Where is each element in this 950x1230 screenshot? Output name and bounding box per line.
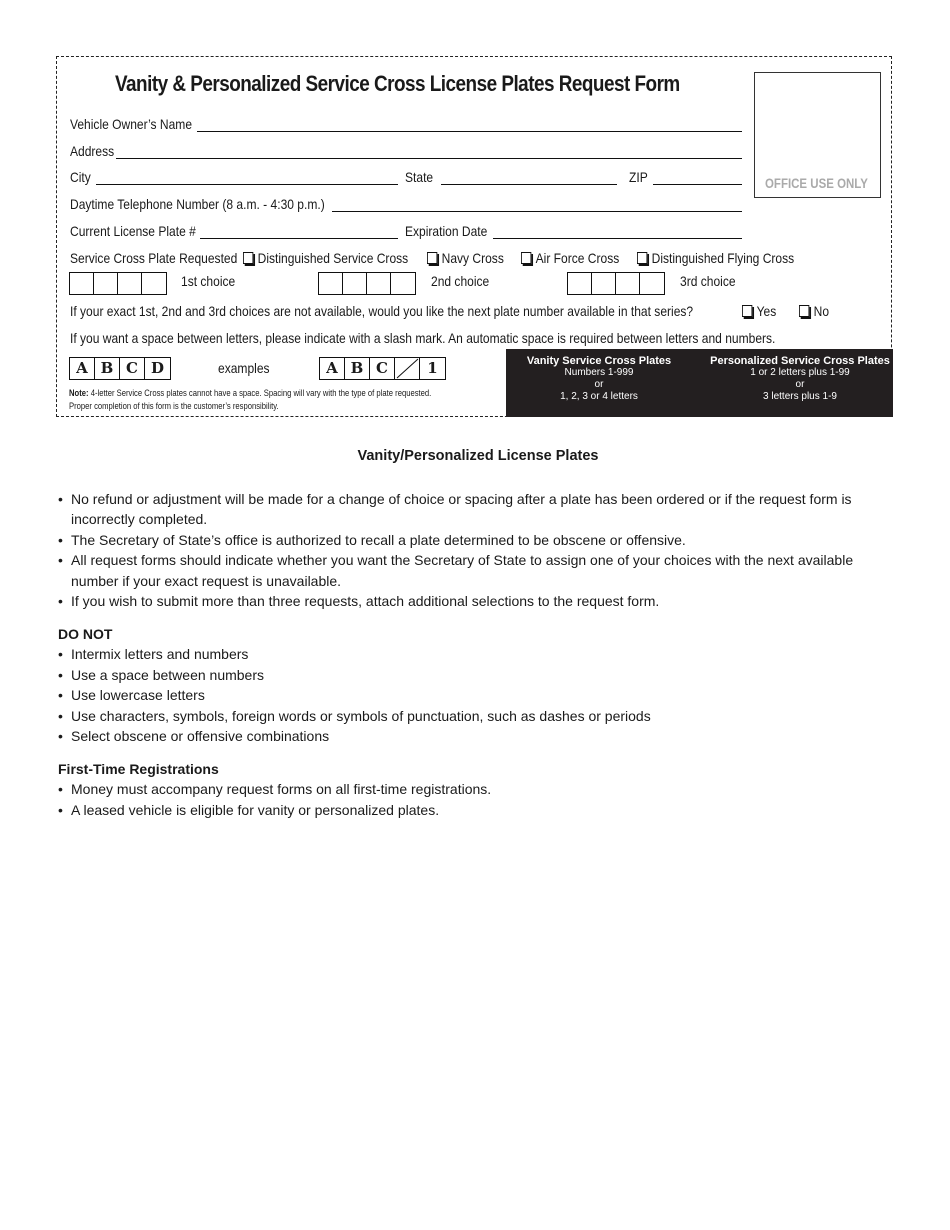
no-option[interactable]: No — [799, 303, 829, 319]
zip-label: ZIP — [629, 169, 648, 185]
list-item: • Use lowercase letters — [58, 685, 898, 706]
zip-field[interactable] — [653, 184, 742, 185]
office-use-box — [754, 72, 881, 198]
choice-1-label: 1st choice — [181, 273, 236, 289]
donot-heading: DO NOT — [58, 625, 113, 642]
personalized-plates-info: Personalized Service Cross Plates 1 or 2 letters plus 1-99 or 3 letters plus 1-9 — [710, 355, 890, 402]
checkbox[interactable] — [637, 252, 647, 264]
checkbox[interactable] — [243, 252, 253, 264]
choice-1-boxes[interactable] — [69, 272, 167, 295]
owner-label: Vehicle Owner’s Name — [70, 116, 193, 132]
choice-2-boxes[interactable] — [318, 272, 416, 295]
checkbox[interactable] — [742, 305, 752, 317]
state-label: State — [405, 169, 434, 185]
current-plate-label: Current License Plate # — [70, 223, 196, 239]
address-label: Address — [70, 143, 115, 159]
list-item: • If you wish to submit more than three requests, attach additional selections to the request form. — [58, 591, 898, 612]
current-plate-field[interactable] — [200, 238, 398, 239]
plate-requested-label: Service Cross Plate Requested — [70, 250, 238, 266]
yes-option[interactable]: Yes — [742, 303, 776, 319]
examples-label: examples — [218, 360, 270, 376]
instructions — [58, 446, 898, 820]
choice-3-boxes[interactable] — [567, 272, 665, 295]
city-field[interactable] — [96, 184, 398, 185]
phone-field[interactable] — [332, 211, 742, 212]
city-label: City — [70, 169, 91, 185]
checkbox[interactable] — [427, 252, 437, 264]
list-item: • The Secretary of State’s office is authorized to recall a plate determined to be obscene or offensive. — [58, 530, 898, 551]
checkbox[interactable] — [521, 252, 531, 264]
form-title: Vanity & Personalized Service Cross License Plates Request Form — [114, 71, 680, 96]
list-item: • Use characters, symbols, foreign words or symbols of punctuation, such as dashes or periods — [58, 706, 898, 727]
vanity-plates-info: Vanity Service Cross Plates Numbers 1-999 or 1, 2, 3 or 4 letters — [526, 355, 672, 402]
list-item: • No refund or adjustment will be made for a change of choice or spacing after a plate has been ordered or if the request form is incorrectly completed. — [58, 489, 898, 530]
option-air-force-cross[interactable]: Air Force Cross — [521, 250, 619, 266]
example-plate-abcd: A B C D — [69, 357, 171, 380]
option-distinguished-flying-cross[interactable]: Distinguished Flying Cross — [637, 250, 794, 266]
expiration-field[interactable] — [493, 238, 742, 239]
list-item: • A leased vehicle is eligible for vanity or personalized plates. — [58, 800, 898, 821]
list-item: • Intermix letters and numbers — [58, 644, 898, 665]
checkbox[interactable] — [799, 305, 809, 317]
choice-2-label: 2nd choice — [431, 273, 490, 289]
phone-label: Daytime Telephone Number (8 a.m. - 4:30 p.m.) — [70, 196, 325, 212]
list-item: • Money must accompany request forms on all first-time registrations. — [58, 779, 898, 800]
list-item: • All request forms should indicate whether you want the Secretary of State to assign one of your choices with the next available number if your exact request is unavailable. — [58, 550, 898, 591]
space-instruction: If you want a space between letters, please indicate with a slash mark. An automatic space is required between letters and numbers. — [70, 330, 776, 346]
request-form — [56, 56, 892, 417]
instructions-subtitle: Vanity/Personalized License Plates — [357, 448, 599, 464]
slash-mark — [395, 358, 420, 379]
option-navy-cross[interactable]: Navy Cross — [427, 250, 504, 266]
plate-types-box — [506, 349, 893, 417]
example-plate-abc1: A B C 1 — [319, 357, 446, 380]
owner-field[interactable] — [197, 131, 742, 132]
state-field[interactable] — [441, 184, 617, 185]
expiration-label: Expiration Date — [405, 223, 488, 239]
address-field[interactable] — [116, 158, 742, 159]
list-item: • Use a space between numbers — [58, 665, 898, 686]
option-distinguished-service-cross[interactable]: Distinguished Service Cross — [243, 250, 408, 266]
list-item: • Select obscene or offensive combinations — [58, 726, 898, 747]
first-time-heading: First-Time Registrations — [58, 760, 219, 777]
note-text: Note: 4-letter Service Cross plates cannot have a space. Spacing will vary with the type of plate requested. Proper completion of this form is the customer’s responsibility. — [69, 388, 432, 411]
office-use-label: OFFICE USE ONLY — [765, 175, 868, 191]
next-available-question: If your exact 1st, 2nd and 3rd choices are not available, would you like the next plate number available in that series? — [70, 303, 694, 319]
choice-3-label: 3rd choice — [680, 273, 736, 289]
